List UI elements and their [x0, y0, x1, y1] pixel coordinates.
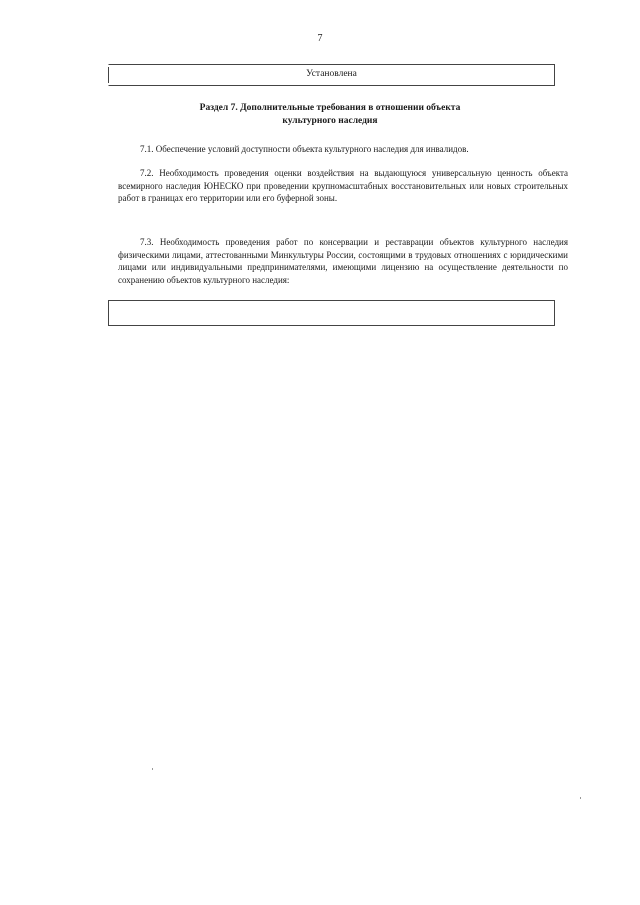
empty-field [108, 300, 555, 326]
page-number: 7 [317, 33, 323, 44]
scan-speck [580, 797, 581, 799]
paragraph-7-1: 7.1. Обеспечение условий доступности объекта культурного наследия для инвалидов. [140, 144, 469, 154]
scan-speck [152, 768, 153, 770]
paragraph-7-2: 7.2. Необходимость проведения оценки воздействия на выдающуюся универсальную ценность объекта всемирного наследия ЮНЕСКО при проведении крупномасштабных восстановительных или новых строительных работ в границах его территории или его буферной зоны. [118, 168, 568, 203]
paragraph-7-3: 7.3. Необходимость проведения работ по консервации и реставрации объектов культурного наследия физическими лицами, аттестованными Минкультуры России, состоящими в трудовых отношениях с юридическими лицами или индивидуальными предпринимателями, имеющими лицензию на осуществление деятельности по сохранению объектов культурного наследия: [118, 237, 568, 285]
status-field [108, 64, 555, 86]
section-title-line-2: культурного наследия [282, 116, 378, 126]
section-title [160, 102, 500, 128]
status-value: Установлена [306, 69, 357, 79]
section-title-line-1: Раздел 7. Дополнительные требования в отношении объекта [199, 103, 461, 113]
